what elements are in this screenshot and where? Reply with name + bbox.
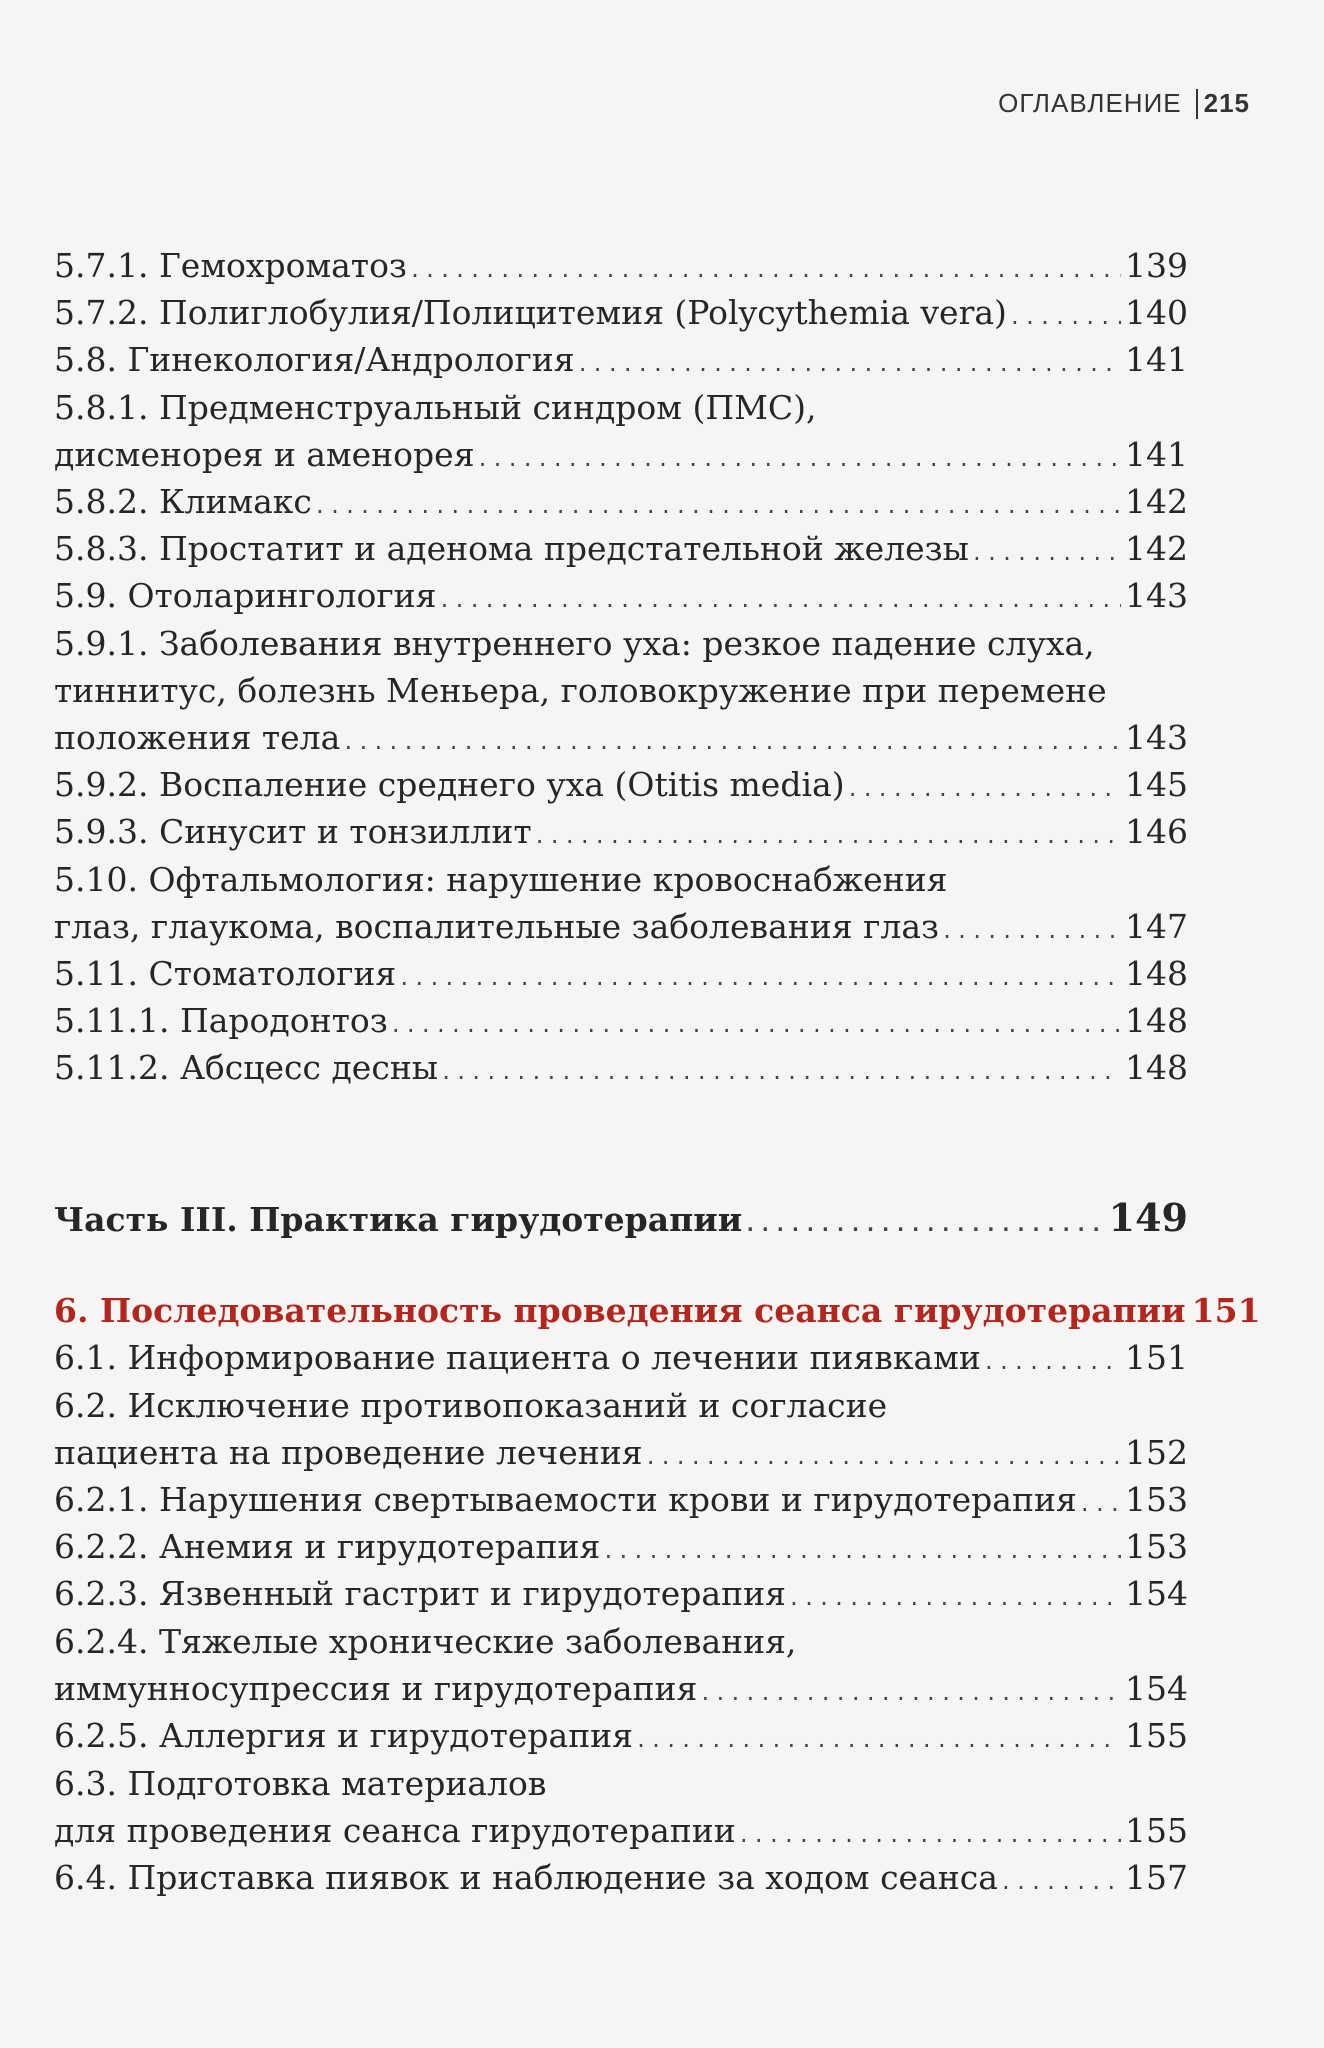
toc-entry-title: 5.8.1. Предменструальный синдром (ПМС), xyxy=(54,388,817,427)
toc-page-number: 153 xyxy=(1125,1527,1188,1566)
toc-entry-title: 5.9. Отоларингология xyxy=(54,576,437,615)
toc-leader-dots xyxy=(699,1671,1121,1715)
toc-page-number: 143 xyxy=(1125,576,1188,615)
toc-entry xyxy=(54,574,1188,622)
toc-entry-line xyxy=(54,1620,1188,1664)
toc-page-number: 142 xyxy=(1125,529,1188,568)
toc-entry-title: 5.11.2. Абсцесс десны xyxy=(54,1048,439,1087)
toc-entry xyxy=(54,338,1188,386)
toc-page-number: 153 xyxy=(1125,1480,1188,1519)
toc-entry-title: 5.7.1. Гемохроматоз xyxy=(54,246,407,285)
toc-leader-dots xyxy=(342,720,1121,764)
toc-entry-line xyxy=(54,622,1188,666)
toc-entry xyxy=(54,952,1188,1000)
toc-entry xyxy=(54,291,1188,339)
header-separator xyxy=(1196,89,1198,119)
toc-page-number: 151 xyxy=(1125,1338,1188,1377)
toc-entry xyxy=(54,1572,1188,1620)
toc-leader-dots xyxy=(1009,295,1121,339)
toc-entry xyxy=(54,433,1188,481)
toc-entry-line xyxy=(54,1384,1188,1428)
toc-entry-title: 6.2.4. Тяжелые хронические заболевания, xyxy=(54,1622,797,1661)
toc-entry xyxy=(54,1856,1188,1904)
toc-leader-dots xyxy=(534,814,1121,858)
toc-page-number: 151 xyxy=(1191,1291,1261,1330)
toc-leader-dots xyxy=(744,1202,1104,1246)
toc-entry xyxy=(54,1809,1188,1857)
toc-entry-title-cont: тиннитус, болезнь Меньера, головокружение при перемене xyxy=(54,671,1107,710)
toc-entry-line xyxy=(54,669,1188,713)
toc-leader-dots xyxy=(1000,1860,1121,1904)
toc-page-number: 157 xyxy=(1125,1858,1188,1897)
toc-page-number: 155 xyxy=(1125,1811,1188,1850)
toc-entry-title: 6.4. Приставка пиявок и наблюдение за ходом сеанса xyxy=(54,1858,998,1897)
toc-entry xyxy=(54,905,1188,953)
header-page-number: 215 xyxy=(1203,88,1250,118)
toc-entry xyxy=(54,810,1188,858)
toc-entry-title: 5.9.1. Заболевания внутреннего уха: резкое падение слуха, xyxy=(54,624,1095,663)
toc-entry-title-cont: дисменорея и аменорея xyxy=(54,435,475,474)
toc-entry-title: 5.9.2. Воспаление среднего уха (Otitis media) xyxy=(54,765,845,804)
toc-entry xyxy=(54,1714,1188,1762)
toc-entry-title-cont: для проведения сеанса гирудотерапии xyxy=(54,1811,736,1850)
toc-page-number: 152 xyxy=(1125,1433,1188,1472)
toc-entry-title-cont: глаз, глаукома, воспалительные заболевания глаз xyxy=(54,907,939,946)
toc-entry-title: 6.2. Исключение противопоказаний и согласие xyxy=(54,1386,888,1425)
toc-page-number: 147 xyxy=(1125,907,1188,946)
toc-entry xyxy=(54,244,1188,292)
toc-entry-title: 5.8.2. Климакс xyxy=(54,482,312,521)
toc-entry-line xyxy=(54,386,1188,430)
toc-leader-dots xyxy=(1079,1482,1121,1526)
toc-entry-title: 5.8.3. Простатит и аденома предстательной железы xyxy=(54,529,969,568)
toc-page-number: 143 xyxy=(1125,718,1188,757)
toc-entry xyxy=(54,999,1188,1047)
toc-entry-title: 5.9.3. Синусит и тонзиллит xyxy=(54,812,532,851)
toc-entry-title: 6.1. Информирование пациента о лечении пиявками xyxy=(54,1338,981,1377)
toc-page-number: 154 xyxy=(1125,1574,1188,1613)
toc-entry-line xyxy=(54,858,1188,902)
toc-entry-title: 5.11.1. Пародонтоз xyxy=(54,1001,388,1040)
toc-entry xyxy=(54,763,1188,811)
toc-entry xyxy=(54,1525,1188,1573)
toc-entry xyxy=(54,480,1188,528)
toc-leader-dots xyxy=(440,1050,1121,1094)
toc-page-number: 148 xyxy=(1125,954,1188,993)
toc-part-title: Часть III. Практика гирудотерапии xyxy=(54,1200,743,1239)
toc-leader-dots xyxy=(738,1813,1121,1857)
toc-entry xyxy=(54,1667,1188,1715)
toc-entry-title-cont: пациента на проведение лечения xyxy=(54,1433,643,1472)
toc-entry-title: 5.10. Офтальмология: нарушение кровоснабжения xyxy=(54,860,948,899)
toc-leader-dots xyxy=(409,248,1121,292)
toc-entry-title: 6.2.2. Анемия и гирудотерапия xyxy=(54,1527,601,1566)
toc-leader-dots xyxy=(438,578,1121,622)
toc-leader-dots xyxy=(645,1435,1121,1479)
toc-entry-title: 5.7.2. Полиглобулия/Полицитемия (Polycythemia vera) xyxy=(54,293,1007,332)
toc-leader-dots xyxy=(398,956,1121,1000)
toc-chapter-entry xyxy=(54,1289,1261,1337)
toc-page-number: 142 xyxy=(1125,482,1188,521)
toc-leader-dots xyxy=(635,1718,1121,1762)
toc-leader-dots xyxy=(477,437,1121,481)
toc-leader-dots xyxy=(602,1529,1121,1573)
toc-entry-title: 5.11. Стоматология xyxy=(54,954,397,993)
toc-entry-title-cont: иммунносупрессия и гирудотерапия xyxy=(54,1669,698,1708)
toc-page-number: 155 xyxy=(1125,1716,1188,1755)
toc-entry-title: 6.2.1. Нарушения свертываемости крови и гирудотерапия xyxy=(54,1480,1077,1519)
toc-page-number: 145 xyxy=(1125,765,1188,804)
toc-page-number: 148 xyxy=(1125,1001,1188,1040)
toc-entry-title: 6.2.3. Язвенный гастрит и гирудотерапия xyxy=(54,1574,786,1613)
toc-entry-title: 6.2.5. Аллергия и гирудотерапия xyxy=(54,1716,633,1755)
toc-page-number: 149 xyxy=(1108,1195,1188,1240)
toc-entry-line xyxy=(54,1762,1188,1806)
toc-page-number: 140 xyxy=(1125,293,1188,332)
toc-leader-dots xyxy=(983,1340,1121,1384)
toc-page-number: 141 xyxy=(1125,340,1188,379)
toc-leader-dots xyxy=(788,1576,1121,1620)
toc-entry xyxy=(54,1046,1188,1094)
toc-entry xyxy=(54,716,1188,764)
toc-entry xyxy=(54,1336,1188,1384)
toc-page-number: 148 xyxy=(1125,1048,1188,1087)
toc-leader-dots xyxy=(577,342,1121,386)
toc-leader-dots xyxy=(847,767,1121,811)
toc-entry xyxy=(54,1431,1188,1479)
toc-leader-dots xyxy=(941,909,1121,953)
toc-leader-dots xyxy=(971,531,1121,575)
toc-page-number: 141 xyxy=(1125,435,1188,474)
toc-part-entry xyxy=(54,1196,1188,1246)
toc-entry xyxy=(54,1478,1188,1526)
toc-entry xyxy=(54,527,1188,575)
toc-page-number: 154 xyxy=(1125,1669,1188,1708)
toc-page-number: 146 xyxy=(1125,812,1188,851)
toc-page-number: 139 xyxy=(1125,246,1188,285)
toc-leader-dots xyxy=(314,484,1121,528)
header-title: ОГЛАВЛЕНИЕ xyxy=(998,88,1182,118)
toc-chapter-title: 6. Последовательность проведения сеанса гирудотерапии xyxy=(54,1291,1186,1330)
running-header xyxy=(998,88,1250,119)
toc-leader-dots xyxy=(390,1003,1121,1047)
toc-entry-title: 6.3. Подготовка материалов xyxy=(54,1764,547,1803)
toc-entry-title: 5.8. Гинекология/Андрология xyxy=(54,340,575,379)
toc-entry-title-cont: положения тела xyxy=(54,718,341,757)
